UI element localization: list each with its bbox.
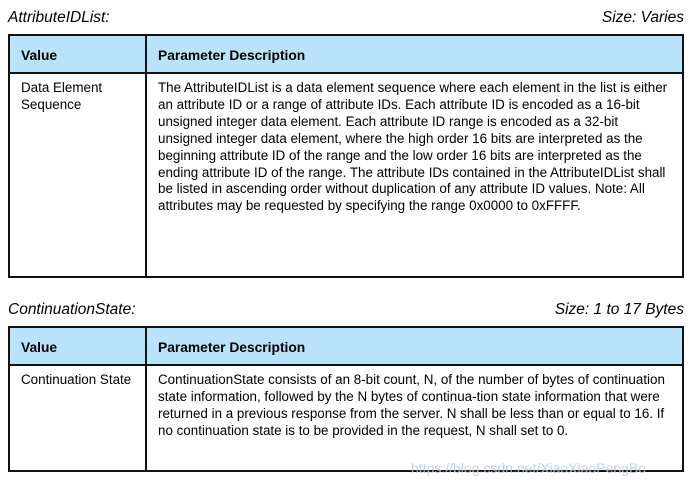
section-continuationstate bbox=[8, 300, 684, 472]
value-cell: Continuation State bbox=[9, 365, 146, 471]
section-title: AttributeIDList: bbox=[8, 9, 110, 26]
description-cell: The AttributeIDList is a data element sequence where each element in the list is either an attribute ID or a range of attribute IDs. Each attribute ID is encoded as a 16-bit unsigned integer data element. Each attribute ID range is encoded as a 32-bit unsigned integer data element, where the high order 16 bits are interpreted as the beginning attribute ID of the range and the low order 16 bits are interpreted as the ending attribute ID of the range. The attribute IDs contained in the AttributeIDList shall be listed in ascending order without duplication of any attribute ID values. Note: All attributes may be requested by specifying the range 0x0000 to 0xFFFF. bbox=[146, 73, 683, 277]
attributeidlist-table bbox=[8, 34, 684, 278]
column-header-description: Parameter Description bbox=[146, 327, 683, 365]
table-row bbox=[9, 365, 683, 471]
table-header-row bbox=[9, 35, 683, 73]
watermark-text: https://blog.csdn.net/XiaoXiaoPengBo bbox=[411, 460, 647, 476]
column-header-description: Parameter Description bbox=[146, 35, 683, 73]
section-header bbox=[8, 300, 684, 319]
size-label: Size: 1 to 17 Bytes bbox=[554, 301, 684, 318]
section-title: ContinuationState: bbox=[8, 301, 136, 318]
section-attributeidlist bbox=[8, 8, 684, 278]
table-header-row bbox=[9, 327, 683, 365]
description-cell: ContinuationState consists of an 8-bit count, N, of the number of bytes of continuation state information, followed by the N bytes of continua-tion state information that were returned in a previous response from the server. N shall be less than or equal to 16. If no continuation state is to be provided in the request, N shall set to 0. bbox=[146, 365, 683, 471]
column-header-value: Value bbox=[9, 35, 146, 73]
column-header-value: Value bbox=[9, 327, 146, 365]
size-label: Size: Varies bbox=[601, 9, 684, 26]
section-header bbox=[8, 8, 684, 27]
table-row bbox=[9, 73, 683, 277]
continuationstate-table bbox=[8, 326, 684, 472]
value-cell: Data Element Sequence bbox=[9, 73, 146, 277]
